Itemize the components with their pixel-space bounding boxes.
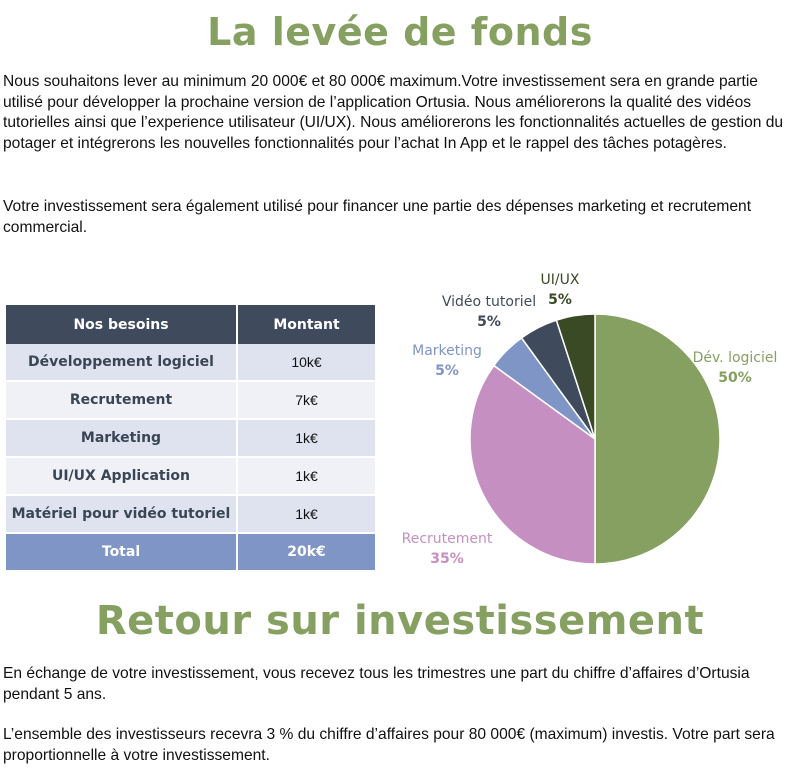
- row-amount: 7k€: [237, 381, 375, 419]
- row-label: Marketing: [6, 419, 237, 457]
- row-label: UI/UX Application: [6, 457, 237, 495]
- pie-slice-name: Vidéo tutoriel: [441, 294, 537, 310]
- row-amount: 1k€: [237, 419, 375, 457]
- table-row: [6, 419, 375, 457]
- row-amount: 1k€: [237, 457, 375, 495]
- row-label: Recrutement: [6, 381, 237, 419]
- table-row: [6, 381, 375, 419]
- header-amount: Montant: [237, 305, 375, 344]
- pie-slice-name: Recrutement: [401, 531, 493, 547]
- pie-slice-value: 50%: [718, 370, 752, 386]
- return-paragraph: En échange de votre investissement, vous recevez tous les trimestres une part du chiffre d’affaires d’Ortusia pendant 5 ans.: [3, 665, 750, 703]
- section-title-fundraising: La levée de fonds: [207, 10, 593, 54]
- row-amount: 10k€: [237, 344, 375, 381]
- pie-slice-value: 5%: [477, 314, 501, 330]
- pie-slice-name: Marketing: [412, 343, 482, 359]
- section-title-return: Retour sur investissement: [95, 598, 705, 644]
- fundraising-paragraph: Nous souhaitons lever au minimum 20 000€ et 80 000€ maximum.Votre investissement sera en grande partie utilisé pour développer la prochaine version de l’application Ortusia. Nous améliorerons la qualité des vidéos tutorielles ainsi que l’experience utilisateur (UI/UX). Nous améliorerons les fonctionnalités actuelles de gestion du potager et intégrerons les nouvelles fonctionnalités pour l’achat In App et le rappel des tâches potagères.: [3, 73, 784, 152]
- table-row: [6, 344, 375, 381]
- table-header-row: [6, 305, 375, 344]
- pie-slice-value: 5%: [548, 292, 572, 308]
- header-needs: Nos besoins: [6, 305, 237, 344]
- pie-slice-value: 5%: [435, 363, 459, 379]
- fundraising-paragraph-2: Votre investissement sera également utilisé pour financer une partie des dépenses marketing et recrutement commercial.: [3, 198, 752, 236]
- table-row: [6, 495, 375, 533]
- budget-pie-chart: [385, 260, 795, 580]
- pie-slice-value: 35%: [430, 551, 464, 567]
- table-row: [6, 457, 375, 495]
- pie-slice-name: Dév. logiciel: [692, 350, 778, 366]
- row-amount: 1k€: [237, 495, 375, 533]
- total-label: Total: [6, 533, 237, 571]
- return-paragraph-2: L’ensemble des investisseurs recevra 3 % du chiffre d’affaires pour 80 000€ (maximum) investis. Votre part sera proportionnelle à votre investissement.: [3, 726, 775, 764]
- total-amount: 20k€: [237, 533, 375, 571]
- pie-slice-name: UI/UX: [540, 272, 580, 288]
- row-label: Développement logiciel: [6, 344, 237, 381]
- needs-table: [6, 305, 375, 572]
- table-total-row: [6, 533, 375, 571]
- row-label: Matériel pour vidéo tutoriel: [6, 495, 237, 533]
